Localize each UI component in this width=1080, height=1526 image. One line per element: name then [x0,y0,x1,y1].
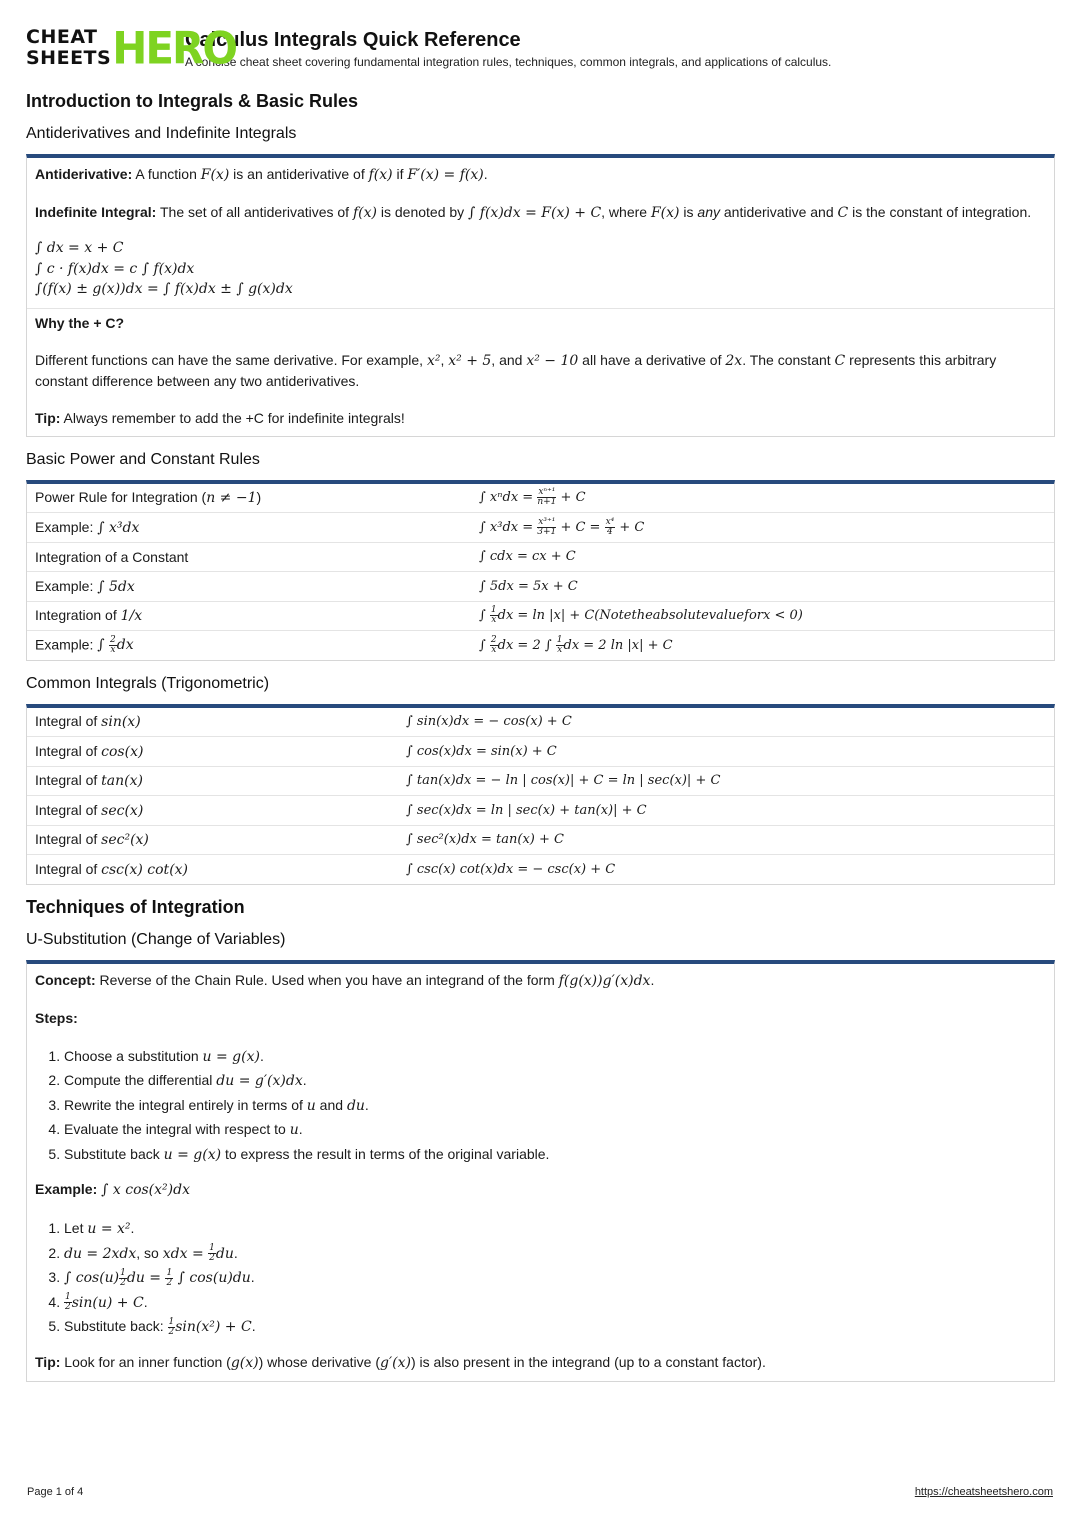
why-plus-c-title: Why the + C? [35,314,125,331]
page [26,22,1055,1382]
list-item: 5. Substitute back: $\frac{1}{2}$ sin(x²) + C. [64,1314,1046,1339]
site-link[interactable]: https://cheatsheetshero.com [914,1486,1053,1498]
antiderivative-definition: Antiderivative: A function F(x) is an antiderivative of f(x) if F′(x) = f(x). [35,166,488,183]
table-row: Example: ∫ x³dx ∫ x³dx = $\frac{\text{x³⁺¹}}{3+1}$ + C = $\frac{\text{x⁴}}{4}$ + C [27,513,1054,543]
table-row: Integration of 1/x ∫ $\frac{1}{x}$ dx = ln |x| + C(Notetheabsolutevalueforx < 0) [27,601,1054,631]
section-title-intro: Introduction to Integrals & Basic Rules [26,91,359,111]
usub-concept: Concept: Reverse of the Chain Rule. Used when you have an integrand of the form f(g(x))g′(x)dx. [35,971,655,989]
logo-hero: HERO [112,22,237,74]
logo[interactable] [26,22,237,74]
usub-example-steps [35,1216,1046,1339]
subsection-title-power-rules: Basic Power and Constant Rules [26,450,260,468]
formula-line: ∫ c · f(x)dx = c ∫ f(x)dx [35,260,195,277]
trig-integrals-table [27,708,1054,884]
page-subtitle: A concise cheat sheet covering fundamental integration rules, techniques, common integrals, and applications of calculus. [185,55,832,69]
table-row: Integral of csc(x) cot(x) ∫ csc(x) cot(x)dx = − csc(x) + C [27,855,1054,884]
usub-tip: Tip: Look for an inner function (g(x)) whose derivative (g′(x)) is also present in the integrand (up to a constant factor). [35,1353,766,1371]
table-row: Integral of sec(x) ∫ sec(x)dx = ln | sec(x) + tan(x)| + C [27,796,1054,826]
list-item: 2. du = 2xdx, so xdx = $\frac{1}{2}$ du. [64,1241,1046,1266]
list-item: 4. Evaluate the integral with respect to u. [64,1117,1046,1142]
list-item: 2. Compute the differential du = g′(x)dx. [64,1068,1046,1093]
subsection-title-antiderivatives: Antiderivatives and Indefinite Integrals [26,125,297,142]
table-row: Integration of a Constant ∫ cdx = cx + C [27,542,1054,572]
list-item: 1. Let u = x². [64,1216,1046,1241]
logo-line2: SHEETS [26,47,112,69]
trig-integrals-card [26,704,1055,885]
table-row: Integral of tan(x) ∫ tan(x)dx = − ln | cos(x)| + C = ln | sec(x)| + C [27,766,1054,796]
table-row: Example: ∫ $\frac{2}{x}$ dx ∫ $\frac{2}{x}$ dx = 2 ∫ $\frac{1}{x}$ dx = 2 ln |x| + C [27,631,1054,660]
usub-steps-label: Steps: [35,1009,78,1026]
list-item: 3. Rewrite the integral entirely in terms of u and du. [64,1093,1046,1118]
formula-line: ∫ dx = x + C [35,240,124,256]
u-substitution-card [26,960,1055,1382]
header [26,22,1055,74]
list-item: 3. ∫ cos(u) $\frac{1}{2}$ du = $\frac{1}{2}$ ∫ cos(u)du. [64,1265,1046,1290]
logo-line1: CHEAT [26,26,98,48]
table-row: Integral of sec²(x) ∫ sec²(x)dx = tan(x) + C [27,825,1054,855]
section-title-techniques: Techniques of Integration [26,896,245,917]
usub-example-title: Example: ∫ x cos(x²)dx [35,1181,190,1198]
list-item: 1. Choose a substitution u = g(x). [64,1044,1046,1069]
antiderivatives-card [26,154,1055,437]
table-row: Power Rule for Integration (n ≠ −1) ∫ xⁿdx = $\frac{\text{xⁿ⁺¹}}{n+1}$ + C [35,487,586,508]
usub-steps-list [35,1044,1046,1167]
formula-line: ∫(f(x) ± g(x))dx = ∫ f(x)dx ± ∫ g(x)dx [35,281,293,297]
indefinite-integral-definition: Indefinite Integral: The set of all antiderivatives of f(x) is denoted by ∫ f(x)dx = F(x) + C, where F(x) is any antiderivative and C is the constant of integration. [35,204,1032,221]
basic-integral-formulas [35,238,1046,300]
table-row: Integral of sin(x) ∫ sin(x)dx = − cos(x) + C [35,713,572,731]
tip-plus-c: Tip: Always remember to add the +C for indefinite integrals! [35,409,405,426]
power-rules-card [26,480,1055,661]
footer [27,1486,1053,1498]
table-row: Integral of cos(x) ∫ cos(x)dx = sin(x) + C [27,737,1054,767]
subsection-title-trig: Common Integrals (Trigonometric) [26,674,270,692]
power-rules-table [27,484,1054,660]
why-plus-c-text: Different functions can have the same derivative. For example, x², x² + 5, and x² − 10 all have a derivative of 2x. The constant C represents this arbitrary constant difference between any two antiderivatives. [35,351,997,389]
subsection-title-usub: U-Substitution (Change of Variables) [26,930,286,948]
page-number: Page 1 of 4 [27,1486,84,1498]
table-row: Example: ∫ 5dx ∫ 5dx = 5x + C [27,572,1054,602]
page-title: Calculus Integrals Quick Reference [185,29,521,51]
list-item: 4. $\frac{1}{2}$ sin(u) + C. [64,1290,1046,1315]
list-item: 5. Substitute back u = g(x) to express the result in terms of the original variable. [64,1142,1046,1167]
